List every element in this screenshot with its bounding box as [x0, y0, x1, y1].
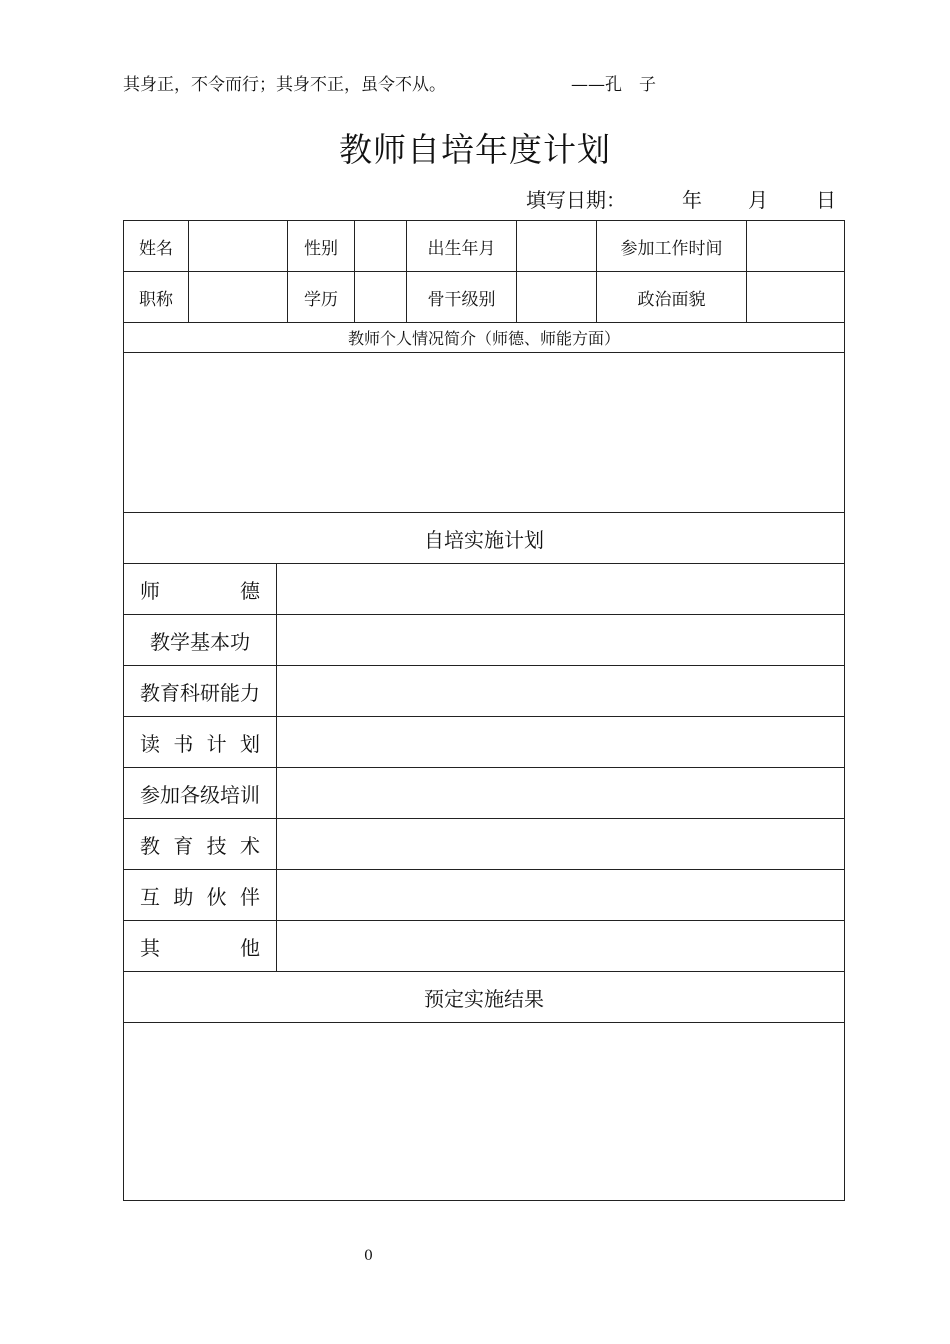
plan-item-label [124, 870, 277, 920]
plan-item-row [124, 921, 844, 972]
plan-form-table [123, 220, 845, 1201]
political-status-label: 政治面貌 [597, 272, 747, 322]
label-char: 技 [206, 833, 227, 858]
name-value-cell[interactable] [189, 221, 288, 271]
work-start-label: 参加工作时间 [597, 221, 747, 271]
label-char: 参加各级培训 [140, 782, 260, 807]
plan-item-label [124, 615, 277, 665]
plan-item-row [124, 819, 844, 870]
backbone-level-label: 骨干级别 [407, 272, 517, 322]
political-status-value-cell[interactable] [747, 272, 844, 322]
plan-item-label [124, 819, 277, 869]
label-char: 教 [140, 833, 160, 858]
info-row-1 [124, 221, 844, 272]
date-month-label: 月 [748, 188, 768, 212]
result-header-row [124, 972, 844, 1023]
result-body-row [124, 1023, 844, 1200]
backbone-level-value-cell[interactable] [517, 272, 597, 322]
date-label: 填写日期： [526, 188, 626, 212]
info-row-2 [124, 272, 844, 323]
plan-item-row [124, 666, 844, 717]
plan-item-label [124, 666, 277, 716]
plan-header: 自培实施计划 [424, 527, 544, 552]
motto-author: ——孔 子 [571, 75, 656, 95]
plan-item-label [124, 717, 277, 767]
plan-item-label [124, 564, 277, 614]
plan-header-row [124, 513, 844, 564]
plan-item-label [124, 768, 277, 818]
name-label: 姓名 [124, 221, 189, 271]
plan-item-row [124, 615, 844, 666]
label-char: 教育科研能力 [140, 680, 260, 705]
label-char: 术 [239, 833, 260, 858]
gender-label: 性别 [288, 221, 355, 271]
education-label: 学历 [288, 272, 355, 322]
title-value-cell[interactable] [189, 272, 288, 322]
intro-header-row [124, 323, 844, 353]
label-char: 其 [140, 935, 160, 960]
motto-quote [123, 70, 656, 95]
intro-header: 教师个人情况简介（师德、师能方面） [347, 329, 620, 348]
intro-body-row [124, 353, 844, 513]
page-number: 0 [364, 1248, 373, 1264]
plan-item-row [124, 768, 844, 819]
birth-date-value-cell[interactable] [517, 221, 597, 271]
plan-item-value-cell[interactable] [277, 666, 844, 716]
label-char: 他 [240, 935, 260, 960]
intro-body-cell[interactable] [124, 353, 844, 512]
birth-date-label: 出生年月 [407, 221, 517, 271]
plan-item-label [124, 921, 277, 971]
education-value-cell[interactable] [355, 272, 407, 322]
label-char: 书 [173, 731, 194, 756]
date-day-label: 日 [816, 188, 836, 212]
page-title: 教师自培年度计划 [339, 130, 611, 169]
label-char: 师 [140, 578, 160, 603]
gender-value-cell[interactable] [355, 221, 407, 271]
plan-item-value-cell[interactable] [277, 717, 844, 767]
label-char: 教学基本功 [150, 629, 250, 654]
title-label: 职称 [124, 272, 189, 322]
label-char: 助 [173, 884, 194, 909]
plan-item-value-cell[interactable] [277, 768, 844, 818]
plan-item-row [124, 564, 844, 615]
plan-item-row [124, 870, 844, 921]
plan-item-row [124, 717, 844, 768]
result-header: 预定实施结果 [424, 986, 544, 1011]
work-start-value-cell[interactable] [747, 221, 844, 271]
result-body-cell[interactable] [124, 1023, 844, 1200]
date-year-label: 年 [682, 188, 702, 212]
label-char: 读 [140, 731, 160, 756]
label-char: 伴 [239, 884, 260, 909]
plan-item-value-cell[interactable] [277, 921, 844, 971]
label-char: 德 [240, 578, 260, 603]
motto-text: 其身正，不令而行；其身不正，虽令不从。 [123, 75, 446, 95]
label-char: 计 [206, 731, 227, 756]
label-char: 划 [239, 731, 260, 756]
label-char: 伙 [206, 884, 227, 909]
plan-item-value-cell[interactable] [277, 615, 844, 665]
plan-item-value-cell[interactable] [277, 564, 844, 614]
label-char: 互 [140, 884, 160, 909]
plan-item-value-cell[interactable] [277, 870, 844, 920]
plan-item-value-cell[interactable] [277, 819, 844, 869]
label-char: 育 [173, 833, 194, 858]
